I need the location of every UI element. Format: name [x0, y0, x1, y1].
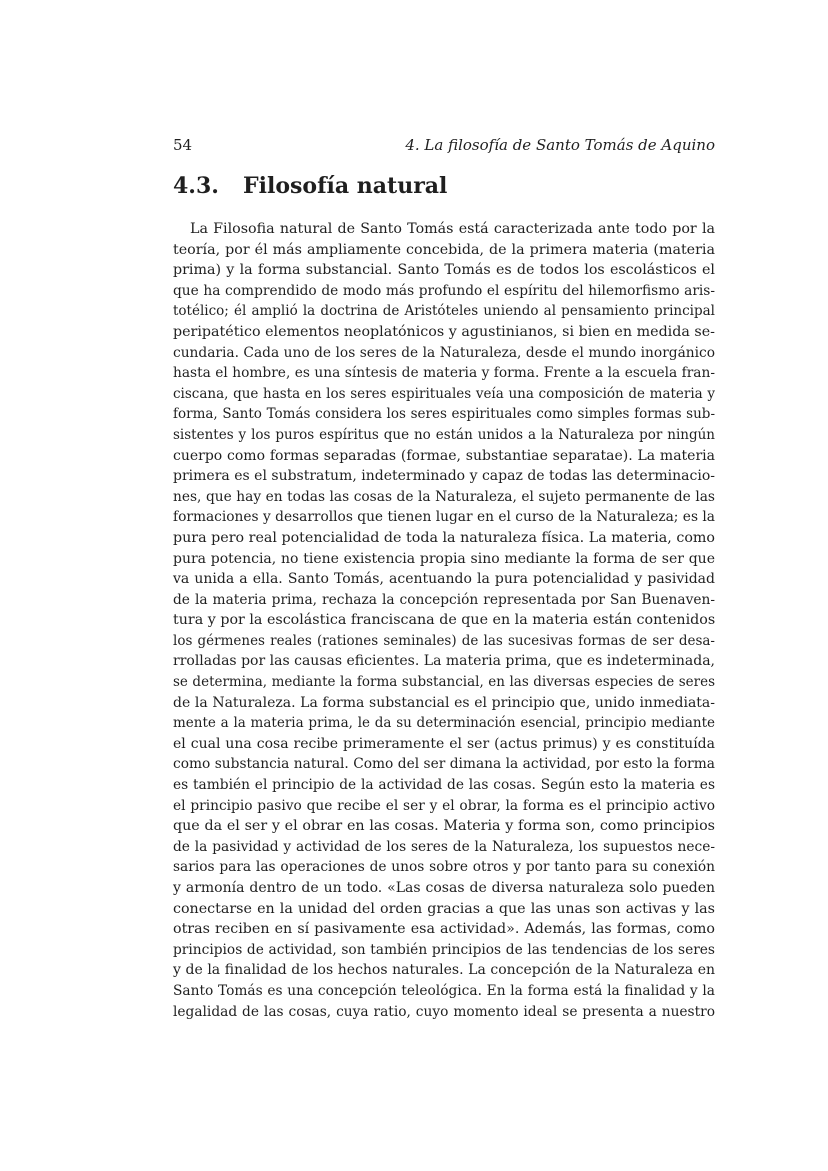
paragraph-line: de la pasividad y actividad de los seres de la Naturaleza, los supuestos nece-	[173, 838, 715, 855]
paragraph-line: ciscana, que hasta en los seres espirituales veía una composición de materia y	[173, 385, 715, 402]
paragraph-line: rrolladas por las causas eficientes. La materia prima, que es indeterminada,	[173, 653, 715, 670]
body-paragraph	[173, 219, 715, 1022]
paragraph-line: va unida a ella. Santo Tomás, acentuando la pura potencialidad y pasividad	[173, 571, 715, 588]
paragraph-line: principios de actividad, son también principios de las tendencias de los seres	[173, 941, 715, 958]
chapter-title: 4. La filosofía de Santo Tomás de Aquino	[405, 136, 715, 154]
paragraph-line: formaciones y desarrollos que tienen lugar en el curso de la Naturaleza; es la	[173, 509, 715, 526]
paragraph-line: como substancia natural. Como del ser dimana la actividad, por esto la forma	[173, 756, 715, 773]
section-title: Filosofía natural	[243, 173, 448, 199]
paragraph-line: cuerpo como formas separadas (formae, substantiae separatae). La materia	[173, 447, 715, 464]
paragraph-line: prima) y la forma substancial. Santo Tomás es de todos los escolásticos el	[173, 262, 715, 279]
paragraph-line: tura y por la escolástica franciscana de que en la materia están contenidos	[173, 612, 716, 629]
paragraph-line: mente a la materia prima, le da su determinación esencial, principio mediante	[173, 715, 715, 732]
paragraph-line: y de la finalidad de los hechos naturales. La concepción de la Naturaleza en	[173, 962, 715, 979]
paragraph-line: peripatético elementos neoplatónicos y agustinianos, si bien en medida se-	[173, 323, 715, 340]
paragraph-line: el cual una cosa recibe primeramente el ser (actus primus) y es constituída	[173, 735, 715, 752]
paragraph-line: se determina, mediante la forma substancial, en las diversas especies de seres	[173, 674, 715, 691]
paragraph-line: legalidad de las cosas, cuya ratio, cuyo momento ideal se presenta a nuestro	[173, 1003, 715, 1020]
paragraph-line: y armonía dentro de un todo. «Las cosas de diversa naturaleza solo pueden	[173, 880, 715, 896]
paragraph-line: teoría, por él más ampliamente concebida, de la primera materia (materia	[173, 241, 715, 258]
paragraph-line: pura potencia, no tiene existencia propia sino mediante la forma de ser que	[173, 550, 715, 567]
paragraph-line: de la materia prima, rechaza la concepción representada por San Buenaven-	[173, 591, 715, 608]
paragraph-line: pura pero real potencialidad de toda la naturaleza física. La materia, como	[173, 529, 715, 546]
page-number: 54	[173, 136, 193, 154]
running-header	[173, 135, 715, 155]
section-number: 4.3.	[173, 173, 219, 199]
paragraph-line: es también el principio de la actividad de las cosas. Según esto la materia es	[173, 777, 715, 794]
paragraph-line: sarios para las operaciones de unos sobre otros y por tanto para su conexión	[173, 859, 715, 876]
paragraph-line: primera es el substratum, indeterminado y capaz de todas las determinacio-	[173, 468, 715, 485]
paragraph-line: el principio pasivo que recibe el ser y el obrar, la forma es el principio activo	[173, 797, 715, 814]
paragraph-line: otras reciben en sí pasivamente esa actividad». Además, las formas, como	[173, 921, 715, 938]
paragraph-line: cundaria. Cada uno de los seres de la Naturaleza, desde el mundo inorgánico	[173, 344, 715, 361]
paragraph-line: los gérmenes reales (rationes seminales) de las sucesivas formas de ser desa-	[173, 632, 715, 649]
paragraph-line: conectarse en la unidad del orden gracias a que las unas son activas y las	[173, 900, 715, 917]
paragraph-line: hasta el hombre, es una síntesis de materia y forma. Frente a la escuela fran-	[173, 365, 715, 382]
paragraph-line: de la Naturaleza. La forma substancial es el principio que, unido inmediata-	[173, 694, 715, 711]
paragraph-line: Santo Tomás es una concepción teleológica. En la forma está la finalidad y la	[173, 982, 715, 999]
paragraph-line: forma, Santo Tomás considera los seres espirituales como simples formas sub-	[173, 406, 715, 423]
paragraph-line: que ha comprendido de modo más profundo el espíritu del hilemorfismo aris-	[173, 282, 715, 299]
paragraph-line: totélico; él amplió la doctrina de Aristóteles uniendo al pensamiento principal	[173, 303, 715, 320]
paragraph-line: La Filosofia natural de Santo Tomás está caracterizada ante todo por la	[190, 221, 715, 237]
paragraph-line: sistentes y los puros espíritus que no están unidos a la Naturaleza por ningún	[173, 426, 715, 443]
paragraph-line: que da el ser y el obrar en las cosas. Materia y forma son, como principios	[173, 818, 715, 835]
section-heading	[173, 172, 447, 200]
paragraph-line: nes, que hay en todas las cosas de la Naturaleza, el sujeto permanente de las	[173, 488, 715, 505]
